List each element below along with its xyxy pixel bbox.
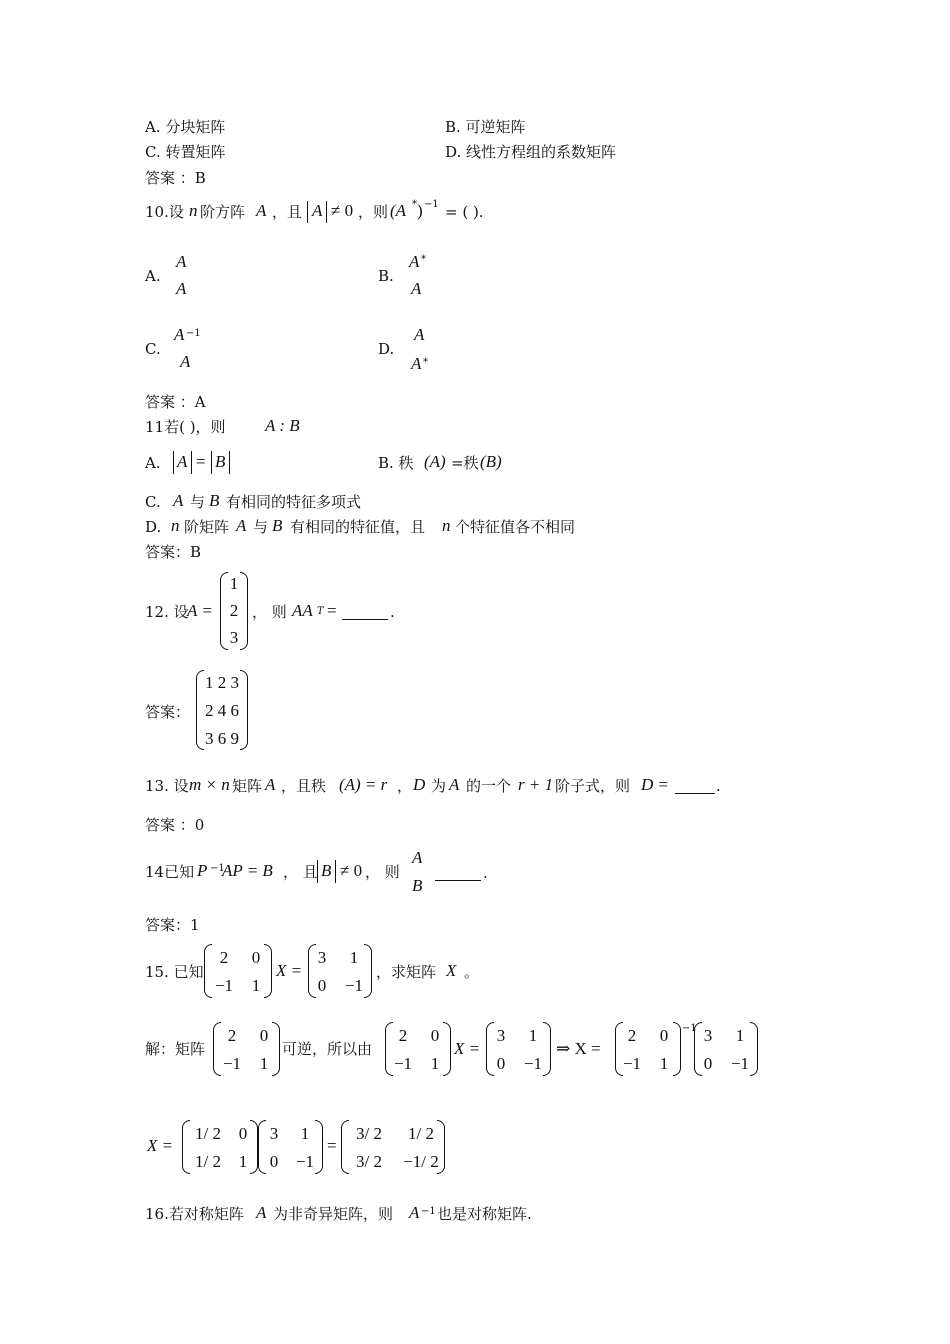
q10-option-c-num: A (174, 325, 185, 344)
q14-stem-expr: P (197, 861, 208, 880)
q14-frac-num: A (412, 848, 423, 867)
q12-col-right-paren (240, 572, 248, 650)
q15-m1-12: 0 (251, 948, 261, 967)
q13-blank (675, 793, 715, 794)
q10-option-b-den: A (411, 279, 422, 298)
q10-option-c-exp: −1 (186, 328, 201, 339)
q15-sol-m5-11: 3 (703, 1026, 713, 1045)
q10-det-A: A (312, 201, 323, 220)
q10-option-b-label: B. (378, 267, 394, 285)
q10-option-a-label: A. (145, 267, 161, 285)
q12-period: . (390, 603, 395, 621)
q11-option-c-B: B (209, 491, 220, 510)
q13-stem-mid5: 的一个 (466, 777, 512, 795)
q11-option-d-n: n (171, 516, 180, 535)
q15-sol-m3-21: 0 (496, 1054, 506, 1073)
q11-option-c-mid: 与 (190, 493, 206, 511)
q12-stem-T: T (317, 606, 324, 617)
q10-exp: −1 (424, 199, 439, 210)
q15-sol-m1-22: 1 (259, 1054, 269, 1073)
q11-option-d-mid2: 与 (253, 518, 269, 536)
q11-det-a: A (177, 452, 188, 471)
q15-res-m2-12: 1 (300, 1124, 310, 1143)
q11-option-c-A: A (173, 491, 184, 510)
q10-answer: 答案 ：A (145, 393, 206, 411)
q10-det-right-bar (326, 201, 327, 223)
q15-sol-m5-12: 1 (735, 1026, 745, 1045)
q11-option-b: B. 秩 (378, 454, 414, 472)
q14-det-right-bar (335, 860, 336, 883)
q15-stem-tail: ，求矩阵 (376, 963, 437, 981)
q15-res-m1-22: 1 (238, 1152, 248, 1171)
q11-option-d-tail: 个特征值各不相同 (455, 518, 576, 536)
q15-sol-m4-right-paren (673, 1022, 681, 1076)
q13-stem-mid4: 为 (431, 777, 447, 795)
q15-sol-pre: 解：矩阵 (145, 1040, 206, 1058)
q10-stem-qie: ，且 (272, 203, 303, 221)
q15-m1-21: −1 (214, 976, 234, 995)
q15-sol-inv: −1 (682, 1023, 697, 1034)
q15-res-m2-11: 3 (269, 1124, 279, 1143)
q9-option-a: A. 分块矩阵 (145, 118, 226, 136)
q13-stem-eq: D = (641, 775, 669, 794)
q15-m2-22: −1 (344, 976, 364, 995)
q15-res-eq: = (327, 1136, 337, 1155)
q12-col-1: 1 (229, 574, 239, 593)
q15-res-m1-11: 1/ 2 (195, 1124, 221, 1143)
q15-stem-pre: 15. 已知 (145, 963, 204, 981)
q11-option-d-n2: n (442, 516, 451, 535)
q15-sol-m2-22: 1 (430, 1054, 440, 1073)
q10-option-c-label: C. (145, 340, 161, 358)
q16-stem-pre: 16.若对称矩阵 (145, 1205, 244, 1223)
q15-m1-right-paren (264, 944, 272, 998)
q15-sol-m3-11: 3 (496, 1026, 506, 1045)
q11-option-d-B: B (272, 516, 283, 535)
q15-m1-22: 1 (251, 976, 261, 995)
q14-stem-pre: 14已知 (145, 863, 195, 881)
q15-res-m3-12: 1/ 2 (408, 1124, 434, 1143)
q15-sol-mid: 可逆，所以由 (282, 1040, 373, 1058)
q15-stem-X: X = (276, 961, 303, 980)
q10-rparen: ) (417, 201, 423, 220)
q9-option-d: D. 线性方程组的系数矩阵 (445, 143, 617, 161)
q14-stem-tail: . (483, 864, 488, 882)
q12-answer-row-3: 3 6 9 (205, 729, 239, 748)
q15-sol-m1-21: −1 (222, 1054, 242, 1073)
q12-col-2: 2 (229, 601, 239, 620)
q15-sol-m3-right-paren (543, 1022, 551, 1076)
q15-res-m2-22: −1 (295, 1152, 315, 1171)
q13-stem-mid1: 矩阵 (232, 777, 263, 795)
q16-stem-tail: 也是对称矩阵. (437, 1205, 532, 1223)
q16-stem-A2: A (409, 1203, 420, 1222)
q15-sol-m4-12: 0 (659, 1026, 669, 1045)
q12-stem-eq: = (327, 601, 337, 620)
q14-stem-expr2: AP = B (222, 861, 273, 880)
q10-option-b-star: * (421, 254, 426, 265)
q11-answer: 答案：B (145, 543, 202, 561)
q13-answer: 答案 ：0 (145, 816, 205, 834)
q13-stem-A2: A (449, 775, 460, 794)
q15-sol-m4-11: 2 (627, 1026, 637, 1045)
q14-det-left-bar (317, 860, 318, 883)
q10-option-c-den: A (180, 352, 191, 371)
q11-option-b-expr2: (B) (480, 452, 502, 471)
q10-stem-neq0: ≠ 0 (331, 201, 354, 220)
q14-stem-neq0: ≠ 0 (340, 861, 363, 880)
q15-sol-m1-11: 2 (227, 1026, 237, 1045)
q15-stem-end: 。 (464, 963, 480, 981)
q16-stem-A: A (256, 1203, 267, 1222)
q10-option-d-num: A (414, 325, 425, 344)
q15-res-X: X = (147, 1136, 174, 1155)
q12-answer-label: 答案： (145, 703, 191, 721)
q13-stem-mid6: 阶子式，则 (555, 777, 631, 795)
q10-option-d-star: * (423, 357, 428, 368)
q12-stem-pre: 12. 设 (145, 603, 189, 621)
q11-option-d-mid1: 阶矩阵 (184, 518, 230, 536)
q15-res-m3-11: 3/ 2 (356, 1124, 382, 1143)
q10-option-d-label: D. (378, 340, 395, 358)
q9-option-b: B. 可逆矩阵 (445, 118, 526, 136)
q11-option-d-A: A (236, 516, 247, 535)
q15-m1-11: 2 (219, 948, 229, 967)
q11-option-a-label: A. (145, 454, 161, 472)
q15-m2-11: 3 (317, 948, 327, 967)
q11-option-c-pre: C. (145, 493, 161, 511)
q10-star: * (412, 199, 417, 210)
q15-sol-m4-22: 1 (659, 1054, 669, 1073)
q14-frac-den: B (412, 876, 423, 895)
q15-sol-m2-12: 0 (430, 1026, 440, 1045)
q11-stem-expr: A : B (265, 416, 300, 435)
q15-m2-right-paren (364, 944, 372, 998)
q11-det-b: B (215, 452, 226, 471)
q15-sol-m5-22: −1 (730, 1054, 750, 1073)
q15-sol-m5-right-paren (750, 1022, 758, 1076)
q10-stem-ze: ，则 (358, 203, 389, 221)
q11-det-a-left (173, 451, 174, 474)
q13-stem-D: D (413, 775, 426, 794)
q15-sol-m1-12: 0 (259, 1026, 269, 1045)
q14-stem-exp: −1 (210, 863, 225, 874)
q15-res-m3-21: 3/ 2 (356, 1152, 382, 1171)
q10-stem-expr: (A (390, 201, 407, 220)
q15-res-m2-21: 0 (269, 1152, 279, 1171)
q9-answer: 答案 ：B (145, 169, 206, 187)
q11-option-b-expr: (A) (424, 452, 446, 471)
q10-stem-n: n (189, 201, 198, 220)
q10-option-b-num: A (409, 252, 420, 271)
q11-option-c-tail: 有相同的特征多项式 (226, 493, 362, 511)
q11-stem: 11若( )，则 (145, 418, 226, 436)
q15-res-m1-21: 1/ 2 (195, 1152, 221, 1171)
q16-stem-mid: 为非奇异矩阵，则 (273, 1205, 394, 1223)
q15-sol-m2-21: −1 (393, 1054, 413, 1073)
q10-option-a-num: A (176, 252, 187, 271)
q15-sol-m3-22: −1 (523, 1054, 543, 1073)
q10-stem-mid: 阶方阵 (200, 203, 246, 221)
q13-stem-A: A (265, 775, 276, 794)
q15-m2-21: 0 (317, 976, 327, 995)
q10-option-a-den: A (176, 279, 187, 298)
q14-stem-ze: ， 则 (365, 863, 400, 881)
q15-sol-m1-right-paren (272, 1022, 280, 1076)
q10-option-d-den: A (411, 354, 422, 373)
q13-stem-mn: m × n (189, 775, 230, 794)
q14-stem-mid: ， 且 (283, 863, 318, 881)
q11-option-d-mid3: 有相同的特征值，且 (290, 518, 426, 536)
q15-sol-m2-right-paren (443, 1022, 451, 1076)
q10-stem-A: A (256, 201, 267, 220)
q15-m2-12: 1 (349, 948, 359, 967)
q11-option-a-eq: = (196, 452, 206, 471)
q12-col-3: 3 (229, 628, 239, 647)
q15-sol-m4-21: −1 (622, 1054, 642, 1073)
q15-sol-X: X = (454, 1039, 481, 1058)
q10-stem-tail: = ( ). (445, 203, 484, 221)
q13-stem-pre: 13. 设 (145, 777, 189, 795)
q13-stem-rank: (A) = r (339, 775, 388, 794)
q11-option-d-pre: D. (145, 518, 162, 536)
q13-stem-tail: . (716, 777, 721, 795)
q12-blank (342, 619, 388, 620)
q11-det-b-left (211, 451, 212, 474)
q12-stem-mid: ， 则 (252, 603, 287, 621)
q12-answer-row-1: 1 2 3 (205, 673, 239, 692)
q15-stem-X2: X (446, 961, 457, 980)
q14-blank (435, 880, 481, 881)
q15-res-m3-right-paren (437, 1120, 445, 1174)
q15-sol-m3-12: 1 (528, 1026, 538, 1045)
q11-det-a-right (191, 451, 192, 474)
q10-det-left-bar (307, 201, 308, 223)
q13-stem-mid2: ，且秩 (281, 777, 327, 795)
q14-answer: 答案：1 (145, 916, 200, 934)
q10-stem-pre: 10.设 (145, 203, 184, 221)
q9-option-c: C. 转置矩阵 (145, 143, 226, 161)
q15-sol-m5-21: 0 (703, 1054, 713, 1073)
q14-det-B: B (321, 861, 332, 880)
q13-stem-mid3: ， (397, 777, 413, 795)
q12-stem-expr: AA (292, 601, 313, 620)
q11-det-b-right (229, 451, 230, 474)
q15-res-m2-right-paren (315, 1120, 323, 1174)
q16-stem-exp: −1 (421, 1206, 436, 1217)
q15-res-m3-22: −1/ 2 (403, 1152, 439, 1171)
q15-res-m1-12: 0 (238, 1124, 248, 1143)
q12-stem-A: A = (187, 601, 213, 620)
q12-answer-row-2: 2 4 6 (205, 701, 239, 720)
q11-option-b-mid: =秩 (451, 454, 479, 472)
q15-sol-imp: ⇒ X = (556, 1039, 601, 1058)
q13-stem-r1: r + 1 (518, 775, 554, 794)
q12-ans-right-paren (240, 670, 248, 750)
q15-sol-m2-11: 2 (398, 1026, 408, 1045)
